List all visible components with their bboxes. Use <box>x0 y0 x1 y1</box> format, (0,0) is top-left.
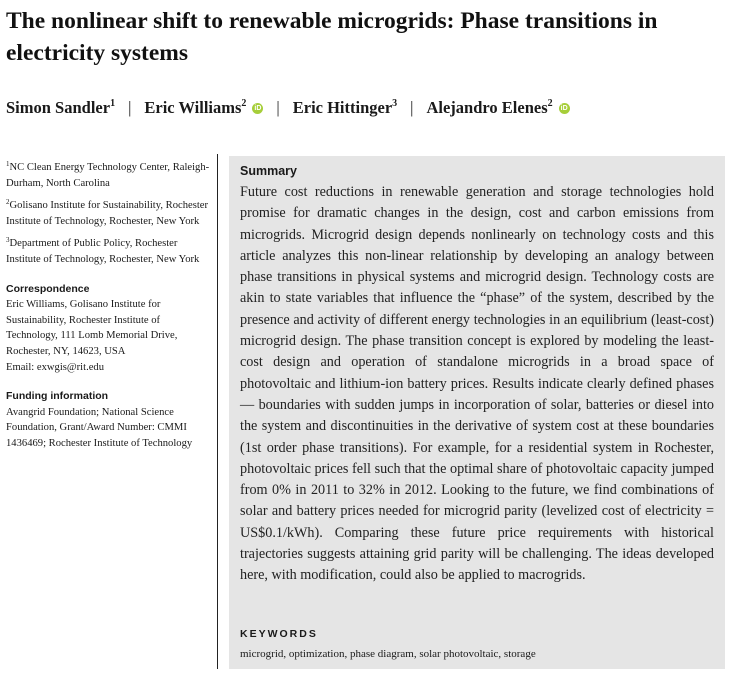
funding-block <box>6 389 211 451</box>
correspondence-heading: Correspondence <box>6 282 90 295</box>
article-sidebar <box>6 157 211 466</box>
author-separator: | <box>410 98 414 117</box>
affiliations <box>6 157 211 268</box>
funding-text: Avangrid Foundation; National Science Foundation, Grant/Award Number: CMMI 1436469; Rochester Institute of Technology <box>6 406 193 449</box>
article-title: The nonlinear shift to renewable microgrids: Phase transitions in electricity systems <box>6 8 658 66</box>
affiliation: $^3$Department of Public Policy, Rochester Institute of Technology, Rochester, New York <box>6 236 200 265</box>
author-list <box>6 98 736 118</box>
funding-heading: Funding information <box>6 390 109 403</box>
author-name[interactable]: Eric Williams$^2$ <box>144 98 247 117</box>
keywords-text: microgrid, optimization, phase diagram, solar photovoltaic, storage <box>240 648 536 660</box>
summary-text: Future cost reductions in renewable generation and storage technologies hold promise for dramatic changes in the design, cost and carbon emissions from microgrids. Microgrid design depends nonlinearly on technology costs and this article analyzes this non-linear relationship by developing an analogy between phase transitions in physical systems and microgrid design. Technology costs are akin to state variables that influence the “phase” of the system, described by the presence and activity of different energy technologies in an equilibrium (least-cost) microgrid design. The phase transition concept is explored by modeling the least-cost design and operation of standalone microgrids in a broad space of photovoltaic and lithium-ion battery prices. Results indicate clearly defined phases— boundaries with sudden jumps in incorporation of solar, batteries or diesel into the system and discontinuities in the derivative of system cost at these boundaries (1st order phase transitions). For example, for a residential system in Rochester, photovoltaic prices fell such that the optimal share of photovoltaic capacity jumped from 0% in 2011 to 32% in 2012. Looking to the future, we find combinations of solar and battery prices needed for microgrid parity (levelized cost of electricity = US$0.1/kWh). Comparing these future price requirements with historical trajectories suggests attaining grid parity will be challenging. The ideas developed here, with modification, could also be applied to macrogrids. <box>240 184 714 584</box>
affiliation: $^2$Golisano Institute for Sustainability, Rochester Institute of Technology, Rochester, New York <box>6 198 209 227</box>
orcid-icon[interactable]: iD <box>254 104 262 112</box>
correspondence-block <box>6 282 211 376</box>
column-divider <box>217 154 218 669</box>
correspondence-text: Eric Williams, Golisano Institute for Sustainability, Rochester Institute of Technology, 111 Lomb Memorial Drive, Rochester, NY, 14623, USA <box>6 299 178 357</box>
author-name[interactable]: Eric Hittinger$^3$ <box>292 98 398 117</box>
author-separator: | <box>128 98 132 117</box>
author-separator: | <box>276 98 280 117</box>
author-name[interactable]: Simon Sandler$^1$ <box>6 98 116 117</box>
summary-heading: Summary <box>240 164 297 178</box>
orcid-icon[interactable]: iD <box>560 104 568 112</box>
correspondence-email[interactable]: Email: exwgis@rit.edu <box>6 361 105 373</box>
keywords-heading: KEYWORDS <box>240 628 318 640</box>
affiliation: $^1$NC Clean Energy Technology Center, Raleigh-Durham, North Carolina <box>6 160 210 189</box>
author-name[interactable]: Alejandro Elenes$^2$ <box>426 98 553 117</box>
